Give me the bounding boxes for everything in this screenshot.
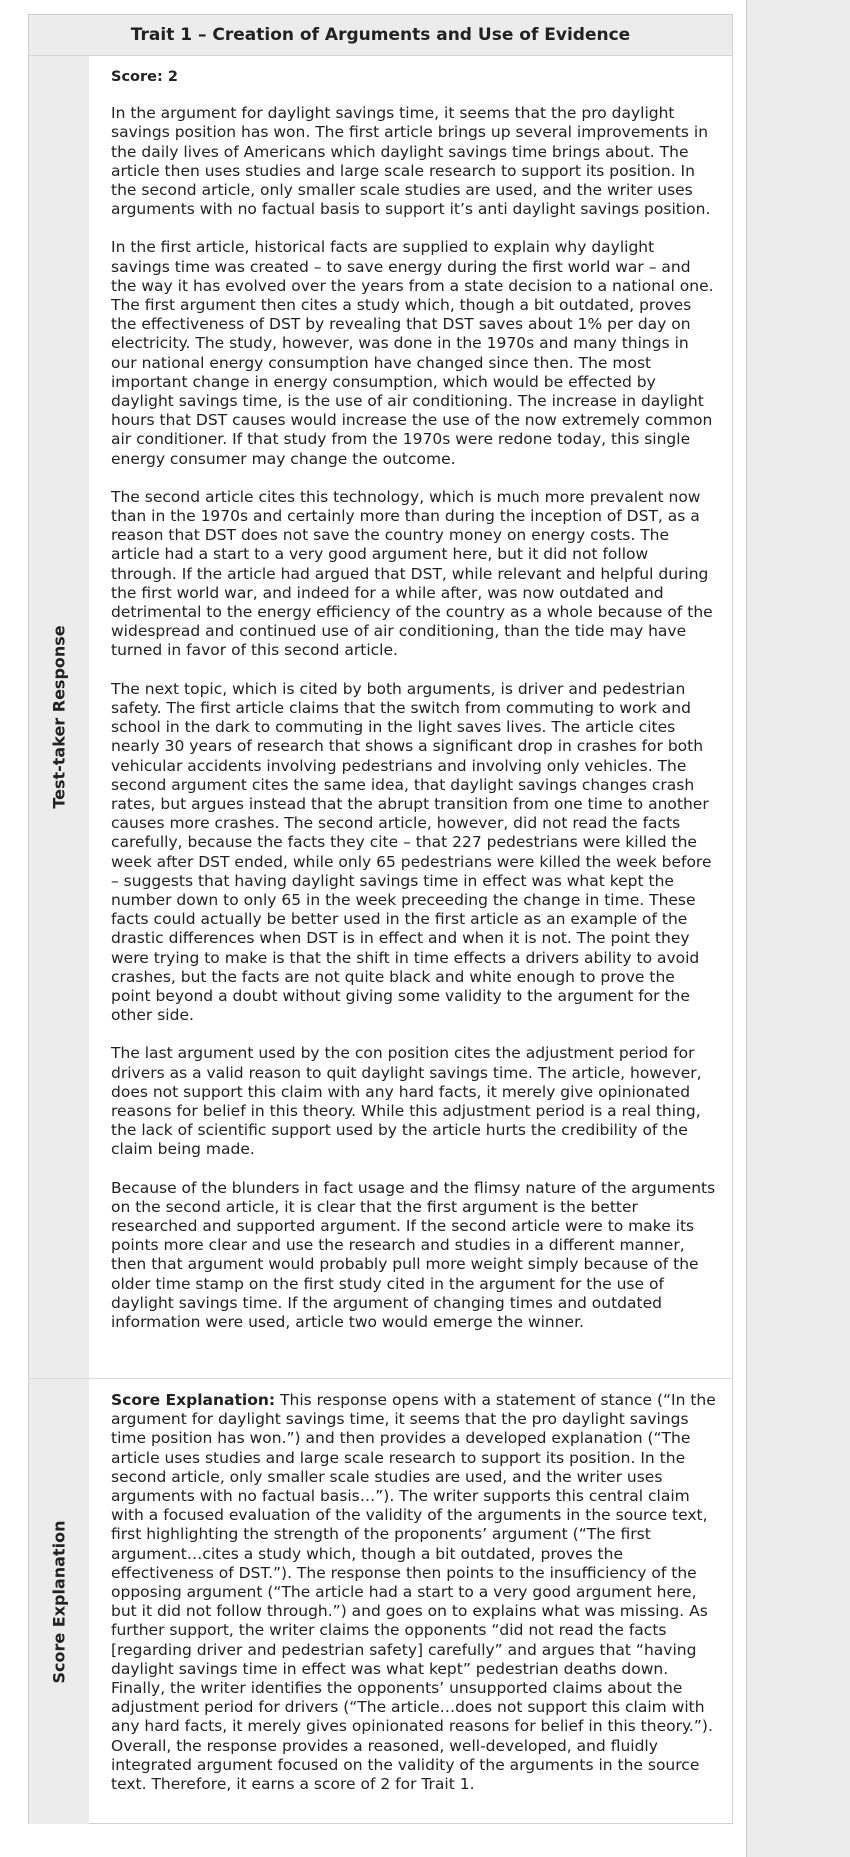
explanation-text: This response opens with a statement of stance (“In the argument for daylight savings time, it seems that the pro daylight savings time position has won.”) and then provides a developed explanation (“The article uses studies and large scale research to support its position. In the second article, only smaller scale studies are used, and the writer uses arguments with no factual basis…”). The writer supports this central claim with a focused evaluation of the validity of the arguments in the source text, first highlighting the strength of the proponents’ argument (“The first argument…cites a study which, though a bit outdated, proves the effectiveness of DST.”). The response then points to the insufficiency of the opposing argument (“The article had a start to a very good argument here, but it did not follow through.”) and goes on to explains what was missing. As further support, the writer claims the opponents “did not read the facts [regarding driver and pedestrian safety] carefully” and argues that “having daylight savings time in effect was what kept” pedestrian deaths down. Finally, the writer identifies the opponents’ unsupported claims about the adjustment period for drivers (“The article…does not support this claim with any hard facts, it merely gives opinionated reasons for belief in this theory.”). Overall, the response provides a reasoned, well-developed, and fluidly integrated argument focused on the validity of the arguments in the source text. Therefore, it earns a score of 2 for Trait 1. [111,1391,716,1794]
response-paragraph: In the first article, historical facts are supplied to explain why daylight savings time was created – to save energy during the first world war – and the way it has evolved over the years from a state decision to a national one. The first argument then cites a study which, though a bit outdated, proves the effectiveness of DST by revealing that DST saves about 1% per day on electricity. The study, however, was done in the 1970s and many things in our national energy consumption have changed since then. The most important change in energy consumption, which would be effected by daylight savings time, is the use of air conditioning. The increase in daylight hours that DST causes would increase the use of the now extremely common air conditioner. If that study from the 1970s were redone today, this single energy consumer may change the outcome. [111,238,714,468]
response-paragraph: The second article cites this technology, which is much more prevalent now than in the 1970s and certainly more than during the inception of DST, as a reason that DST does not save the country money on energy costs. The article had a start to a very good argument here, but it did not follow through. If the article had argued that DST, while relevant and helpful during the first world war, and indeed for a while after, was now outdated and detrimental to the energy efficiency of the country as a whole because of the widespread and continued use of air conditioning, than the tide may have turned in favor of this second article. [111,487,713,660]
explanation-paragraph [111,1391,717,1794]
trait-panel [28,14,733,1824]
response-paragraph: Because of the blunders in fact usage and the flimsy nature of the arguments on the second article, it is clear that the first argument is the better researched and supported argument. If the second article were to make its points more clear and use the research and studies in a different manner, then that argument would probably pull more weight simply because of the older time stamp on the first study cited in the argument for the use of daylight savings time. If the argument of changing times and outdated information were used, article two would emerge the winner. [111,1178,716,1331]
response-paragraph: In the argument for daylight savings time, it seems that the pro daylight savings position has won. The first article brings up several improvements in the daily lives of Americans which daylight savings time brings about. The article then uses studies and large scale research to support its position. In the second article, only smaller scale studies are used, and the writer uses arguments with no factual basis to support it’s anti daylight savings position. [111,104,711,219]
score-label: Score: 2 [111,69,178,85]
explanation-side-column [29,1379,89,1824]
response-row [29,56,732,1379]
explanation-content [89,1379,732,1824]
response-side-label: Test-taker Response [49,625,69,809]
response-paragraph: The next topic, which is cited by both arguments, is driver and pedestrian safety. The first article claims that the switch from commuting to work and school in the dark to commuting in the light saves lives. The article cites nearly 30 years of research that shows a significant drop in crashes for both vehicular accidents involving pedestrians and involving only vehicles. The second argument cites the same idea, that daylight savings changes crash rates, but argues instead that the abrupt transition from one time to another causes more crashes. The second article, however, did not read the facts carefully, because the facts they cite – that 227 pedestrians were killed the week after DST ended, while only 65 pedestrians were killed the week before – suggests that having daylight savings time in effect was what kept the number down to only 65 in the week preceeding the change in time. These facts could actually be better used in the first article as an example of the drastic differences when DST is in effect and when it is not. The point they were trying to make is that the shift in time effects a drivers ability to avoid crashes, but the facts are not quite black and white enough to prove the point beyond a doubt without giving some validity to the argument for the other side. [111,679,712,1025]
response-paragraph: The last argument used by the con position cites the adjustment period for drivers as a valid reason to quit daylight savings time. The article, however, does not support this claim with any hard facts, it merely give opinionated reasons for belief in this theory. While this adjustment period is a real thing, the lack of scientific support used by the article hurts the credibility of the claim being made. [111,1044,702,1159]
explanation-row [29,1379,732,1824]
response-content [89,56,732,1378]
response-side-column [29,56,89,1378]
right-gutter [746,0,850,1857]
explanation-side-label: Score Explanation [49,1520,69,1683]
explanation-lead: Score Explanation: [111,1391,276,1409]
panel-title: Trait 1 – Creation of Arguments and Use of Evidence [29,15,732,56]
